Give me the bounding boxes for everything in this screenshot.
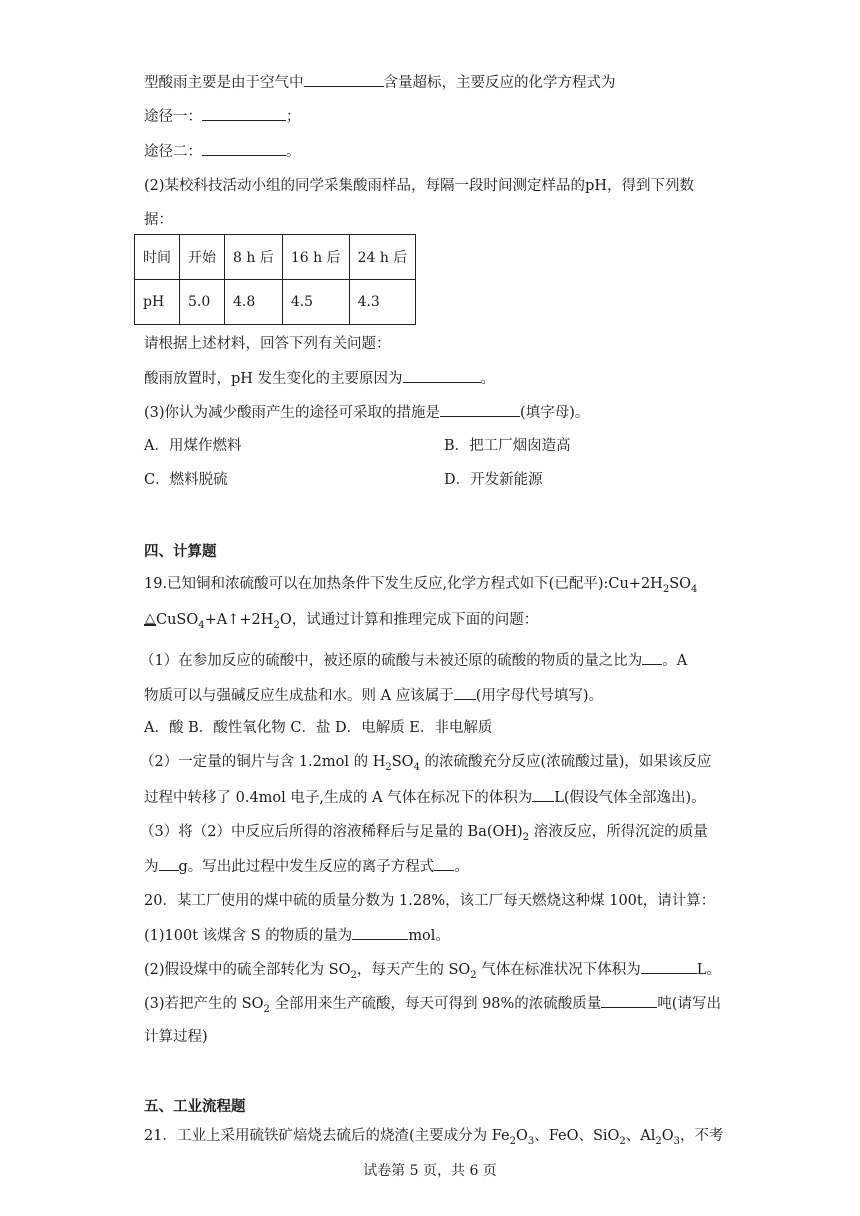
q18-part2-line2: 据：: [144, 212, 173, 228]
answer-blank[interactable]: [601, 993, 657, 1008]
table-cell: 16 h 后: [282, 235, 349, 280]
q20-part1: (1)100t 该煤含 S 的物质的量为 mol。: [144, 925, 450, 946]
section-heading-calculation: 四、计算题: [144, 543, 217, 560]
heat-condition-icon: △: [145, 611, 155, 626]
answer-blank[interactable]: [641, 959, 697, 974]
table-cell: 5.0: [180, 280, 225, 325]
page-footer: 试卷第 5 页，共 6 页: [363, 1163, 497, 1179]
q18-part3: (3)你认为减少酸雨产生的途径可采取的措施是 (填字母)。: [144, 402, 589, 423]
q20-part2: (2)假设煤中的硫全部转化为 $SO_2$，每天产生的 $SO_2$ 气体在标准状况下体积为 L。: [144, 959, 721, 986]
answer-blank[interactable]: [352, 925, 408, 940]
answer-blank[interactable]: [159, 856, 179, 871]
table-row: [135, 235, 416, 280]
table-cell: 4.5: [282, 280, 349, 325]
answer-blank[interactable]: [202, 141, 286, 156]
table-cell: pH: [135, 280, 180, 325]
answer-blank[interactable]: [440, 402, 520, 417]
q19-line1: 19.已知铜和浓硫酸可以在加热条件下发生反应,化学方程式如下(已配平)$:Cu+2H_2SO_4$: [144, 576, 698, 595]
section-heading-industrial-flow: 五、工业流程题: [144, 1098, 246, 1115]
q19-part2-line1: （2）一定量的铜片与含 1.2mol 的 $H_2SO_4$ 的浓硫酸充分反应(浓硫酸过量)，如果该反应: [140, 754, 712, 773]
q19-part1-line2: 物质可以与强碱反应生成盐和水。则 A 应该属于 (用字母代号填写)。: [144, 685, 603, 706]
table-cell: 24 h 后: [349, 235, 416, 280]
ph-data-table: [134, 234, 416, 325]
q20-part3-line2: 计算过程): [144, 1029, 208, 1045]
answer-blank[interactable]: [532, 787, 554, 802]
answer-blank[interactable]: [434, 856, 454, 871]
q19-part2-line2: 过程中转移了 0.4mol 电子,生成的 A 气体在标况下的体积为 L(假设气体全部逸出)。: [144, 787, 706, 808]
option-d[interactable]: D．开发新能源: [444, 472, 543, 488]
q18-route-two: 途径二： 。: [144, 141, 301, 162]
table-cell: 4.3: [349, 280, 416, 325]
answer-blank[interactable]: [454, 685, 476, 700]
q19-part3-line2: 为 g。写出此过程中发生反应的离子方程式 。: [144, 856, 469, 877]
table-cell: 开始: [180, 235, 225, 280]
answer-blank[interactable]: [304, 72, 384, 87]
answer-blank[interactable]: [642, 650, 662, 665]
q20-line1: 20．某工厂使用的煤中硫的质量分数为 1.28%，该工厂每天燃烧这种煤 100t，请计算：: [144, 893, 716, 909]
q18-line-acid-rain: 型酸雨主要是由于空气中 含量超标，主要反应的化学方程式为: [144, 72, 616, 93]
q19-part1-line1: （1）在参加反应的硫酸中，被还原的硫酸与未被还原的硫酸的物质的量之比为 。A: [140, 650, 687, 671]
q18-ph-reason: 酸雨放置时，pH 发生变化的主要原因为 。: [144, 368, 495, 389]
table-cell: 时间: [135, 235, 180, 280]
q18-part2-line1: (2)某校科技活动小组的同学采集酸雨样品，每隔一段时间测定样品的pH，得到下列数: [144, 178, 694, 194]
table-cell: 4.8: [225, 280, 283, 325]
q19-options: A．酸 B．酸性氧化物 C．盐 D．电解质 E．非电解质: [144, 720, 493, 736]
q18-after-table: 请根据上述材料，回答下列有关问题：: [144, 336, 391, 352]
q21-line1: 21．工业上采用硫铁矿焙烧去硫后的烧渣(主要成分为 $Fe_2O_3$、FeO、SiO$_2$、$Al_2O_3$，不考: [144, 1128, 724, 1147]
option-c[interactable]: C．燃料脱硫: [144, 472, 228, 488]
q18-route-one: 途径一： ；: [144, 106, 301, 127]
q19-line2: $\triangle CuSO_4+A↑+2H_2O$，试通过计算和推理完成下面的问题：: [145, 611, 539, 631]
answer-blank[interactable]: [403, 368, 481, 383]
answer-blank[interactable]: [202, 106, 286, 121]
table-cell: 8 h 后: [225, 235, 283, 280]
table-row: [135, 280, 416, 325]
q19-part3-line1: （3）将（2）中反应后所得的溶液稀释后与足量的 $Ba(OH)_2$ 溶液反应，所得沉淀的质量: [140, 824, 708, 843]
option-b[interactable]: B．把工厂烟囱造高: [444, 438, 571, 454]
q20-part3-line1: (3)若把产生的 $SO_2$ 全部用来生产硫酸，每天可得到 98%的浓硫酸质量 吨(请写出: [144, 993, 721, 1020]
option-a[interactable]: A．用煤作燃料: [144, 438, 242, 454]
